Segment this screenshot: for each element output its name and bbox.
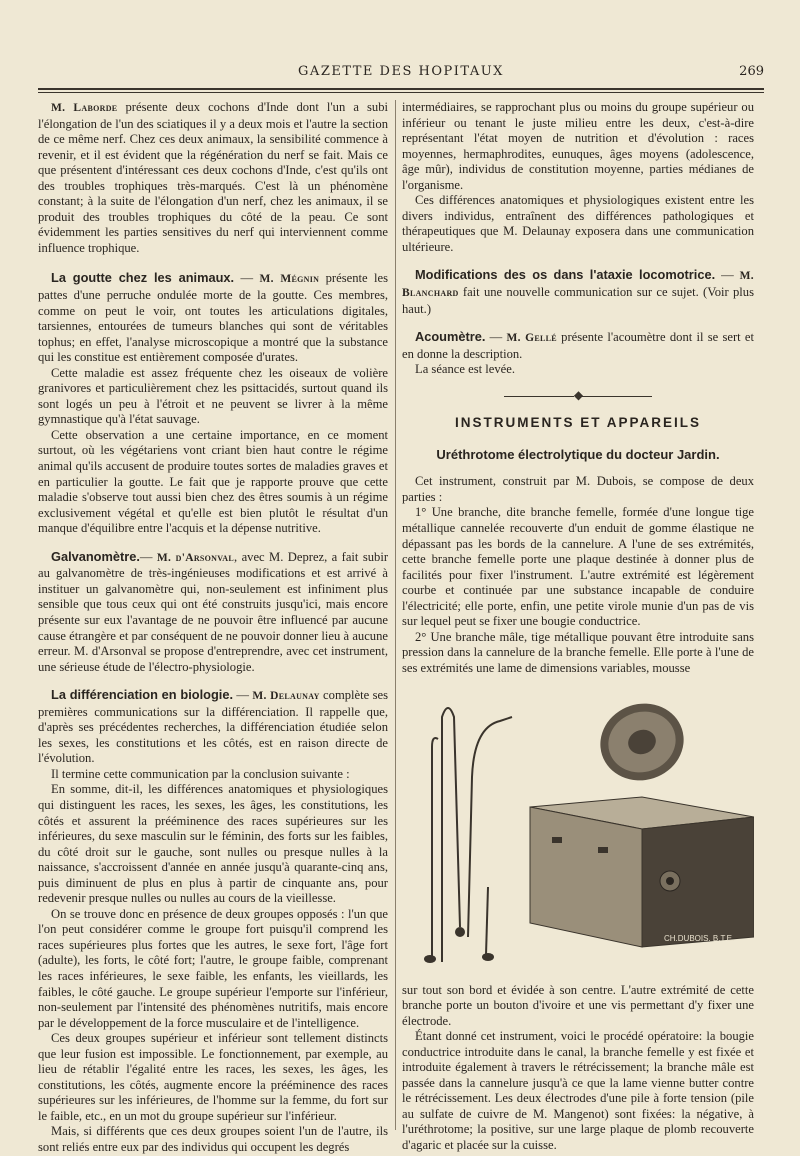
section-title: INSTRUMENTS ET APPAREILS bbox=[454, 415, 701, 431]
laborde-paragraph: M. Laborde présente deux cochons d'Inde dont l'un a subi l'élongation de l'un des sciatiques il y a deux mois et l'autre la section de ce même nerf. Chez ces deux animaux, la sensibilité commence à revenir, et il est évident que la régénération du nerf se fait. Mais ce que présentent d'intéressant ces deux cochons d'Inde, c'est qu'ils ont des troubles trophiques très-marqués. C'est là un phénomène constant; à la suite de l'élongation d'un nerf, chez les animaux, il se produit des troubles trophiques du côté de la peau. Ce sont évidemment les parties sensitives du nerf qui interviennent comme influence trophique. bbox=[38, 100, 388, 255]
right-column bbox=[402, 100, 754, 1154]
engraver-credit: CH.DUBOIS. B.T.E. bbox=[664, 933, 735, 943]
paragraph: Cette observation a une certaine importance, en ce moment surtout, où les végétariens vont criant bien haut contre le régime animal qu'ils accusent de produire toutes sortes de maladies graves et en particulier la goutte. Le fait que je rapporte prouve que cette maladie s'observe tout aussi bien chez des êtres soumis à un régime exclusivement végétal et qu'elle est bien plutôt le résultat d'un manque d'équilibre entre l'acquis et la dépense nutritive. bbox=[38, 427, 388, 536]
author-name: M. d'Arsonval bbox=[156, 551, 235, 564]
left-column bbox=[38, 100, 388, 1156]
section-heading: Galvanomètre. bbox=[51, 548, 140, 564]
galvano-paragraph: Galvanomètre.— M. d'Arsonval, avec M. Deprez, a fait subir au galvanomètre de très-ingénieuses modifications et est arrivé à instituer un galvanomètre qui, non-seulement est infiniment plus sensible que tous ceux qui ont été construits jusqu'ici, mais encore présente sur eux l'avantage de ne pouvoir être influencé par aucune cause étrangère et par conséquent de ne pouvoir donner lieu à aucune erreur. M. d'Arsonval se propose d'entreprendre, avec cet instrument, une sérieuse étude de l'électro-physiologie. bbox=[38, 548, 389, 674]
page-header bbox=[38, 64, 764, 86]
column-divider bbox=[395, 100, 396, 1130]
author-name: M. Blanchard bbox=[402, 270, 754, 300]
section-heading: Modifications des os dans l'ataxie locomotrice. bbox=[415, 267, 716, 283]
diff-paragraph: La différenciation en biologie. — M. Delaunay complète ses premières communications sur la différenciation. Il rappelle que, d'après ses précédentes recherches, la différenciation étudiée selon les sexes, les constitutions et les côtés, est en raison directe de l'évolution. bbox=[38, 687, 388, 766]
acou-paragraph: Acoumètre. — M. Gellé présente l'acoumètre dont il se sert et en donne la description. bbox=[402, 329, 755, 361]
paragraph: 2° Une branche mâle, tige métallique pouvant être introduite sans pression dans la cannelure de la branche femelle. Elle porte à l'une de ses extrémités une lame de dimensions variables, mousse bbox=[402, 629, 754, 675]
article-title: Uréthrotome électrolytique du docteur Jardin. bbox=[436, 446, 720, 462]
paragraph: Cet instrument, construit par M. Dubois, se compose de deux parties : bbox=[402, 474, 754, 504]
paragraph: Cette maladie est assez fréquente chez les oiseaux de volière granivores et particulièrement chez les psittacidés, surtout quand ils sont logés un peu à l'étroit et ne peuvent se livrer à la même gymnastique qu'à l'état sauvage. bbox=[38, 365, 388, 427]
section-heading: Acoumètre. bbox=[415, 329, 486, 345]
author-name: M. Mégnin bbox=[259, 273, 320, 286]
paragraph: Il termine cette communication par la conclusion suivante : bbox=[51, 766, 350, 781]
urethrotome-illustration bbox=[402, 687, 754, 977]
author-name: M. Laborde bbox=[51, 102, 118, 114]
paragraph: Mais, si différents que ces deux groupes soient l'un de l'autre, ils sont reliés entre eux par des individus qui occupent les degrés bbox=[38, 1124, 388, 1154]
paragraph: Ces deux groupes supérieur et inférieur sont tellement distincts que leur fusion est impossible. Le fonctionnement, par exemple, au lieu de rétablir l'égalité entre les races, les sexes, les âges, les constitutions, les côtés, augmente encore la prééminence des races supérieures sur les inférieures, de l'homme sur la femme, du fort sur le faible, etc., en un mot du groupe supérieur sur l'inférieur. bbox=[38, 1031, 388, 1123]
closing-line: La séance est levée. bbox=[415, 362, 515, 377]
section-heading: La goutte chez les animaux. bbox=[51, 270, 235, 286]
os-paragraph: Modifications des os dans l'ataxie locomotrice. — M. Blanchard fait une nouvelle communication sur ce sujet. (Voir plus haut.) bbox=[402, 267, 754, 316]
goutte-paragraph: La goutte chez les animaux. — M. Mégnin présente les pattes d'une perruche ondulée morte de la goutte. Ces membres, comme on peut le voir, ont toutes les articulations digitales, tarsiennes, entourées de tumeurs blanches qui sont de véritables tophus; en effet, l'analyse microscopique a montré que la substance qui les constitue est entièrement composée d'urates. bbox=[38, 270, 389, 365]
paragraph: 1° Une branche, dite branche femelle, formée d'une longue tige métallique cannelée recouverte d'un enduit de gomme élastique ne dépassant pas les bords de la cannelure. A l'une de ses extrémités, cette branche femelle porte une plaque destinée à donner plus de facilités pour fixer l'instrument. L'autre extrémité est légèrement courbe et continuée par une substance incapable de conduire l'électricité; elle porte, enfin, une petite virole munie d'un pas de vis sur lequel peut se fixer une bougie conductrice. bbox=[402, 505, 754, 629]
paragraph: En somme, dit-il, les différences anatomiques et physiologiques qui distinguent les races, les sexes, les âges, les constitutions, les côtés et assurent la prééminence des races supérieures sur les inférieures, du sexe masculin sur le féminin, des forts sur les faibles, du côté droit sur le gauche, sont nulles ou presque nulles à la naissance, s'accroissent d'année en année jusqu'à quarante-cinq ans, puis diminuent de plus en plus à partir de cinquante ans, pour redevenir presque nulles ou nulles au cours de la vieillesse. bbox=[38, 782, 388, 906]
section-heading: La différenciation en biologie. bbox=[51, 687, 234, 703]
ornament-divider: ◆ bbox=[402, 388, 754, 404]
storage-case bbox=[530, 797, 754, 947]
journal-title: GAZETTE DES HOPITAUX bbox=[298, 64, 504, 79]
author-name: M. Delaunay bbox=[252, 690, 320, 703]
header-rule bbox=[38, 88, 764, 93]
paragraph: Étant donné cet instrument, voici le procédé opératoire: la bougie conductrice introduite dans le canal, la branche femelle y est fixée et introduite également à travers le rétrécissement; la branche mâle est passée dans la cannelure jusqu'à ce que la lame vienne butter contre le rétrécissement. Les deux électrodes d'une pile à forte tension (pile au sulfate de cuivre de M. Mangenot) sont fixées: la négative, à l'uréthrotome; la positive, sur une large plaque de plomb recouverte d'agaric et placée sur la cuisse. bbox=[402, 1029, 754, 1152]
paragraph: intermédiaires, se rapprochant plus ou moins du groupe supérieur ou inférieur ou tenant le juste milieu entre les deux, c'est-à-dire représentant l'état moyen de nutrition et d'évolution : races moyennes, hermaphrodites, eunuques, âges moyens (adolescence, âge mûr), individus de constitution moyenne, parties médianes de l'organisme. bbox=[402, 100, 754, 192]
paragraph: Ces différences anatomiques et physiologiques existent entre les divers individus, entraînent des différences pathologiques et thérapeutiques que M. Delaunay exposera dans une communication ultérieure. bbox=[402, 193, 754, 254]
female-branch bbox=[432, 738, 438, 957]
disc-plate bbox=[590, 692, 693, 790]
engraving-image bbox=[402, 687, 754, 977]
page-number: 269 bbox=[739, 64, 764, 79]
paragraph: On se trouve donc en présence de deux groupes opposés : l'un que l'on peut considérer comme le groupe fort puisqu'il comprend les races supérieures plus fortes que les autres, le sexe fort, l'âge fort (adulte), les forts, le côté fort; l'autre, le groupe faible, comprenant les races inférieures, le sexe faible, les enfants, les vieillards, les faibles, le côté gauche. Le groupe supérieur l'emporte sur l'inférieur, non-seulement par l'intensité des phénomènes nutritifs, mais encore par le développement de la force musculaire et de l'intelligence. bbox=[38, 906, 388, 1030]
paragraph: sur tout son bord et évidée à son centre. L'autre extrémité de cette branche porte un bouton d'ivoire et une vis permettant d'y fixer une électrode. bbox=[402, 982, 754, 1028]
author-name: M. Gellé bbox=[506, 332, 557, 345]
